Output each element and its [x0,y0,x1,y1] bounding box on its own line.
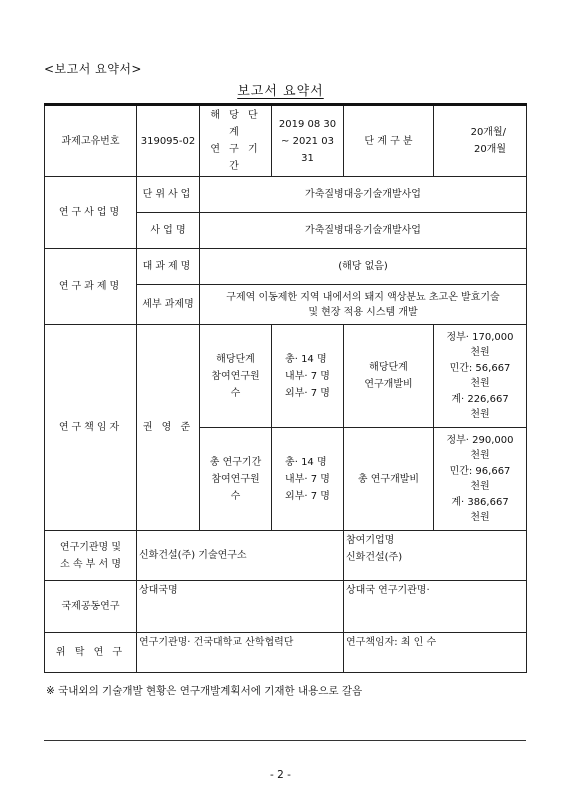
program-name-label: 사 업 명 [137,213,200,249]
sub-task-value: 구제역 이동제한 지역 내에서의 돼지 액상분뇨 초고온 발효기술 및 현장 적용 시스템 개발 [200,285,527,325]
total-researchers-value: 총· 14 명 내부· 7 명 외부· 7 명 [272,428,344,531]
row-international [45,581,527,633]
institution-value: 신화건설(주) 기술연구소 [137,531,344,581]
project-id-value: 319095-02 [137,105,200,177]
row-project-id [45,105,527,177]
total-budget-value: 정부· 290,000 천원 민간: 96,667 천원 계· 386,667 천원 [434,428,527,531]
consign-pi: 연구책임자: 최 인 수 [344,633,527,673]
page-number: - 2 - [270,769,291,781]
intl-label: 국제공동연구 [45,581,137,633]
pre-title: <보고서 요약서> [44,62,142,76]
participant-cell: 참여기업명 신화건설(주) [344,531,527,581]
row-main-task [45,249,527,285]
row-pi-stage [45,325,527,428]
program-label: 연구사업명 [45,177,137,249]
consign-label: 위 탁 연 구 [45,633,137,673]
footnote: ※ 국내외의 기술개발 현황은 연구개발계획서에 기재한 내용으로 갈음 [46,685,363,697]
main-task-label: 대과제명 [137,249,200,285]
divider [44,740,526,741]
stage-researchers-value: 총· 14 명 내부· 7 명 외부· 7 명 [272,325,344,428]
pi-name: 권 영 준 [137,325,200,531]
stage-value: 20개월/ 20개월 [434,105,527,177]
stage-budget-value: 정부· 170,000 천원 민간: 56,667 천원 계· 226,667 천원 [434,325,527,428]
consign-institution: 연구기관명· 건국대학교 산학협력단 [137,633,344,673]
project-id-label: 과제고유번호 [45,105,137,177]
stage-budget-label: 해당단계 연구개발비 [344,325,434,428]
partner-country-cell: 상대국명 [137,581,344,633]
pi-label: 연구책임자 [45,325,137,531]
stage-researchers-label: 해당단계 참여연구원 수 [200,325,272,428]
partner-institution-cell: 상대국 연구기관명· [344,581,527,633]
row-unit-program [45,177,527,213]
sub-task-label: 세부 과제명 [137,285,200,325]
total-researchers-label: 총 연구기간 참여연구원 수 [200,428,272,531]
period-value: 2019 08 30 ~ 2021 03 31 [272,105,344,177]
row-institution [45,531,527,581]
program-name-value: 가축질병대응기술개발사업 [200,213,527,249]
period-label: 해 당 단 계 연 구 기 간 [200,105,272,177]
task-label: 연구과제명 [45,249,137,325]
main-task-value: (해당 없음) [200,249,527,285]
stage-label: 단 계 구 분 [344,105,434,177]
report-summary-table [44,103,527,673]
page-title: 보고서 요약서 [237,84,324,99]
total-budget-label: 총 연구개발비 [344,428,434,531]
row-consign [45,633,527,673]
unit-program-value: 가축질병대응기술개발사업 [200,177,527,213]
unit-program-label: 단위사업 [137,177,200,213]
institution-label: 연구기관명 및 소 속 부 서 명 [45,531,137,581]
